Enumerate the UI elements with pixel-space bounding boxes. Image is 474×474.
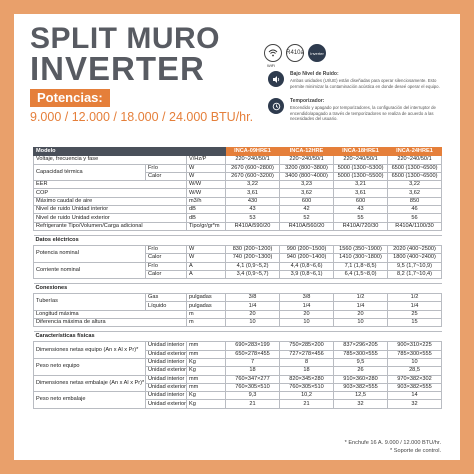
row-value: 10 (226, 319, 280, 327)
row-label: Potencia nominal (34, 245, 146, 262)
row-value: 8 (280, 358, 334, 366)
row-value: R410A/720/30 (334, 222, 388, 230)
row-label: Peso neto embalaje (34, 392, 146, 409)
row-label: Nivel de ruido Unidad exterior (34, 214, 187, 222)
row-value: R410A/1100/30 (388, 222, 442, 230)
feature-title: Temporizador: (290, 98, 325, 104)
row-value: 55 (334, 214, 388, 222)
row-unit: dB (187, 206, 226, 214)
row-sub: Unidad exterior (146, 367, 187, 375)
row-value: 830 (200~1200) (226, 245, 280, 253)
table-header-row (34, 148, 442, 156)
row-value: 32 (334, 400, 388, 408)
row-label: Máximo caudal de aire (34, 197, 187, 205)
row-value: 32 (388, 400, 442, 408)
row-value: 2670 (600~2800) (226, 164, 280, 172)
row-value: 21 (280, 400, 334, 408)
row-label: Dimensiones netas embalaje (An x Al x Pr)* (34, 375, 146, 392)
row-value: 760×305×510 (226, 383, 280, 391)
row-unit: mm (187, 342, 226, 350)
row-unit: m (187, 319, 226, 327)
row-value: 1800 (400~2400) (388, 254, 442, 262)
table-row (34, 342, 442, 350)
potencias-badge: Potencias: (30, 89, 110, 107)
row-sub: Calor (146, 254, 187, 262)
row-value: 20 (334, 310, 388, 318)
spec-table (33, 147, 442, 409)
row-sub: Frío (146, 245, 187, 253)
row-value: 20 (280, 310, 334, 318)
row-value: 12,5 (334, 392, 388, 400)
row-value: 650×278×455 (226, 350, 280, 358)
table-row (34, 197, 442, 205)
row-sub: Unidad exterior (146, 383, 187, 391)
row-value: 2670 (600~3200) (226, 172, 280, 180)
row-sub: Calor (146, 270, 187, 278)
table-row (34, 245, 442, 253)
row-value: 15 (388, 319, 442, 327)
row-unit: Kg (187, 367, 226, 375)
row-value: 4,4 (0,8~6,6) (280, 262, 334, 270)
row-unit: W/W (187, 189, 226, 197)
model-name: INCA-24HRE1 (388, 148, 442, 156)
row-value: 10 (388, 358, 442, 366)
row-value: 220~240/50/1 (280, 156, 334, 164)
row-label: EER (34, 181, 187, 189)
sound-low-icon (268, 71, 284, 87)
row-value: 3,9 (0,8~6,1) (280, 270, 334, 278)
row-sub: Unidad interior (146, 375, 187, 383)
row-value: 4,1 (0,9~5,2) (226, 262, 280, 270)
row-label: Tuberías (34, 294, 146, 311)
row-value: 1/4 (226, 302, 280, 310)
inverter-label: Inverter (310, 50, 324, 56)
row-value: 785×300×555 (388, 350, 442, 358)
row-value: 10 (280, 319, 334, 327)
note-plug: * Enchufe 16 A. 9.000 / 12.000 BTU/hr. (344, 440, 441, 446)
table-row (34, 164, 442, 172)
row-value: 220~240/50/1 (388, 156, 442, 164)
row-value: 7,1 (1,8~8,5) (334, 262, 388, 270)
row-unit: pulgadas (187, 302, 226, 310)
section-header (34, 284, 442, 294)
row-value: R410A/590/20 (226, 222, 280, 230)
row-value: 900×310×225 (388, 342, 442, 350)
row-value: 430 (226, 197, 280, 205)
row-value: 14 (388, 392, 442, 400)
row-sub: Unidad interior (146, 342, 187, 350)
row-value: 56 (388, 214, 442, 222)
row-value: 3,62 (388, 189, 442, 197)
row-value: 600 (280, 197, 334, 205)
row-value: 1/4 (334, 302, 388, 310)
table-row (34, 319, 442, 327)
row-unit: m (187, 310, 226, 318)
row-value: 837×296×205 (334, 342, 388, 350)
section-header (34, 332, 442, 342)
row-unit: Kg (187, 400, 226, 408)
row-value: 43 (226, 206, 280, 214)
row-value: 7 (226, 358, 280, 366)
row-value: 1/2 (388, 294, 442, 302)
row-value: 760×305×510 (280, 383, 334, 391)
row-value: 3,22 (388, 181, 442, 189)
row-value: 21 (226, 400, 280, 408)
row-value: 52 (280, 214, 334, 222)
row-value: 6500 (1300~6500) (388, 172, 442, 180)
row-value: R410A/560/20 (280, 222, 334, 230)
section-title: Datos eléctricos (34, 235, 442, 245)
row-value: 3,61 (226, 189, 280, 197)
row-value: 6,4 (1,5~8,0) (334, 270, 388, 278)
feature-desc: Encendido y apagado por temporizadores, la configuración del interruptor de encendido/apagado a través de temporizadores se realiza de acuerdo a las necesidades del usuario. (290, 105, 436, 121)
table-row (34, 262, 442, 270)
btu-list: 9.000 / 12.000 / 18.000 / 24.000 BTU/hr. (30, 110, 254, 124)
row-value: 26 (334, 367, 388, 375)
row-value: 903×382×555 (388, 383, 442, 391)
row-unit: A (187, 262, 226, 270)
note-support: * Soporte de control. (390, 448, 441, 454)
section-header (34, 235, 442, 245)
row-unit: Kg (187, 392, 226, 400)
table-row (34, 189, 442, 197)
table-row (34, 358, 442, 366)
row-value: 220~240/50/1 (334, 156, 388, 164)
row-value: 3,61 (334, 189, 388, 197)
row-value: 220~240/50/1 (226, 156, 280, 164)
row-value: 1/2 (334, 294, 388, 302)
r410a-label: R410a (286, 50, 304, 56)
row-value: 42 (280, 206, 334, 214)
row-value: 1/4 (280, 302, 334, 310)
table-row (34, 156, 442, 164)
table-row (34, 181, 442, 189)
row-value: 903×382×555 (334, 383, 388, 391)
feature-desc: Ambas unidades (UI/UE) están diseñadas para operar silenciosamente. Esto permite minimizar la contaminación acústica en donde deseé operar el equipo. (290, 78, 440, 89)
row-value: 10 (334, 319, 388, 327)
inverter-icon (308, 44, 326, 62)
header-modelo: Modelo (34, 148, 226, 156)
row-value: 3,62 (280, 189, 334, 197)
row-value: 990 (200~1500) (280, 245, 334, 253)
row-value: 3,22 (226, 181, 280, 189)
row-value: 2020 (400~2500) (388, 245, 442, 253)
row-value: 820×345×280 (280, 375, 334, 383)
row-label: Voltaje, frecuencia y fase (34, 156, 187, 164)
row-value: 46 (388, 206, 442, 214)
row-value: 740 (200~1300) (226, 254, 280, 262)
row-sub: Unidad interior (146, 392, 187, 400)
row-value: 5000 (1300~5300) (334, 164, 388, 172)
row-value: 6500 (1300~6500) (388, 164, 442, 172)
row-sub: Unidad exterior (146, 350, 187, 358)
row-value: 850 (388, 197, 442, 205)
row-label: Dimensiones netas equipo (An x Al x Pr)* (34, 342, 146, 359)
row-unit: W/W (187, 181, 226, 189)
row-value: 9,3 (226, 392, 280, 400)
row-unit: pulgadas (187, 294, 226, 302)
row-value: 9,5 (1,7~10,9) (388, 262, 442, 270)
feature-timer (268, 98, 438, 138)
row-value: 690×283×199 (226, 342, 280, 350)
row-unit: W (187, 254, 226, 262)
row-sub: Calor (146, 172, 187, 180)
row-unit: dB (187, 214, 226, 222)
model-name: INCA-12HRE (280, 148, 334, 156)
row-unit: mm (187, 383, 226, 391)
row-value: 43 (334, 206, 388, 214)
row-value: 910×360×280 (334, 375, 388, 383)
row-value: 5000 (1300~5500) (334, 172, 388, 180)
row-label: Longitud máxima (34, 310, 187, 318)
row-sub: Líquido (146, 302, 187, 310)
row-value: 3,23 (280, 181, 334, 189)
table-row (34, 222, 442, 230)
row-unit: W (187, 164, 226, 172)
row-value: 3400 (800~4000) (280, 172, 334, 180)
wifi-icon (264, 44, 282, 62)
row-sub: Frío (146, 164, 187, 172)
row-value: 970×382×302 (388, 375, 442, 383)
row-value: 3,21 (334, 181, 388, 189)
row-label: Nivel de ruido Unidad interior (34, 206, 187, 214)
row-label: Peso neto equipo (34, 358, 146, 375)
row-label: Refrigerante Tipo/Volumen/Carga adicional (34, 222, 187, 230)
row-value: 20 (226, 310, 280, 318)
row-value: 727×278×456 (280, 350, 334, 358)
row-label: Capacidad térmica (34, 164, 146, 181)
row-sub: Unidad exterior (146, 400, 187, 408)
feature-title: Bajo Nivel de Ruido: (290, 71, 339, 77)
title-split-muro: SPLIT MURO (30, 22, 220, 55)
table-row (34, 375, 442, 383)
row-value: 3200 (800~3800) (280, 164, 334, 172)
row-value: 600 (334, 197, 388, 205)
row-value: 1560 (350~1900) (334, 245, 388, 253)
row-value: 3/8 (280, 294, 334, 302)
timer-icon (268, 98, 284, 114)
model-name: INCA-18HRE1 (334, 148, 388, 156)
row-value: 53 (226, 214, 280, 222)
row-sub: Unidad interior (146, 358, 187, 366)
row-value: 3/8 (226, 294, 280, 302)
section-title: Características físicas (34, 332, 442, 342)
table-row (34, 294, 442, 302)
r410a-icon (286, 44, 304, 62)
row-value: 1/4 (388, 302, 442, 310)
table-row (34, 206, 442, 214)
row-value: 18 (226, 367, 280, 375)
row-value: 750×285×200 (280, 342, 334, 350)
row-unit: mm (187, 350, 226, 358)
title-inverter: INVERTER (30, 50, 205, 87)
row-label: Corriente nominal (34, 262, 146, 279)
row-value: 28,5 (388, 367, 442, 375)
row-unit: m3/h (187, 197, 226, 205)
table-row (34, 392, 442, 400)
row-label: COP (34, 189, 187, 197)
table-row (34, 214, 442, 222)
model-name: INCA-09HRE1 (226, 148, 280, 156)
row-unit: A (187, 270, 226, 278)
row-value: 940 (200~1400) (280, 254, 334, 262)
section-title: Conexiones (34, 284, 442, 294)
table-row (34, 310, 442, 318)
row-value: 18 (280, 367, 334, 375)
row-value: 8,2 (1,7~10,4) (388, 270, 442, 278)
row-unit: Kg (187, 358, 226, 366)
row-label: Diferencia máxima de altura (34, 319, 187, 327)
row-unit: W (187, 172, 226, 180)
row-sub: Frío (146, 262, 187, 270)
row-sub: Gas (146, 294, 187, 302)
row-value: 25 (388, 310, 442, 318)
row-unit: V/Hz/P (187, 156, 226, 164)
row-value: 785×300×555 (334, 350, 388, 358)
row-unit: Tipo/gr/gr*m (187, 222, 226, 230)
row-value: 3,4 (0,9~5,7) (226, 270, 280, 278)
row-unit: W (187, 245, 226, 253)
row-value: 1410 (300~1800) (334, 254, 388, 262)
row-value: 760×347×277 (226, 375, 280, 383)
row-value: 10,2 (280, 392, 334, 400)
wifi-label: WiFi (267, 63, 275, 68)
row-unit: mm (187, 375, 226, 383)
row-value: 9,5 (334, 358, 388, 366)
